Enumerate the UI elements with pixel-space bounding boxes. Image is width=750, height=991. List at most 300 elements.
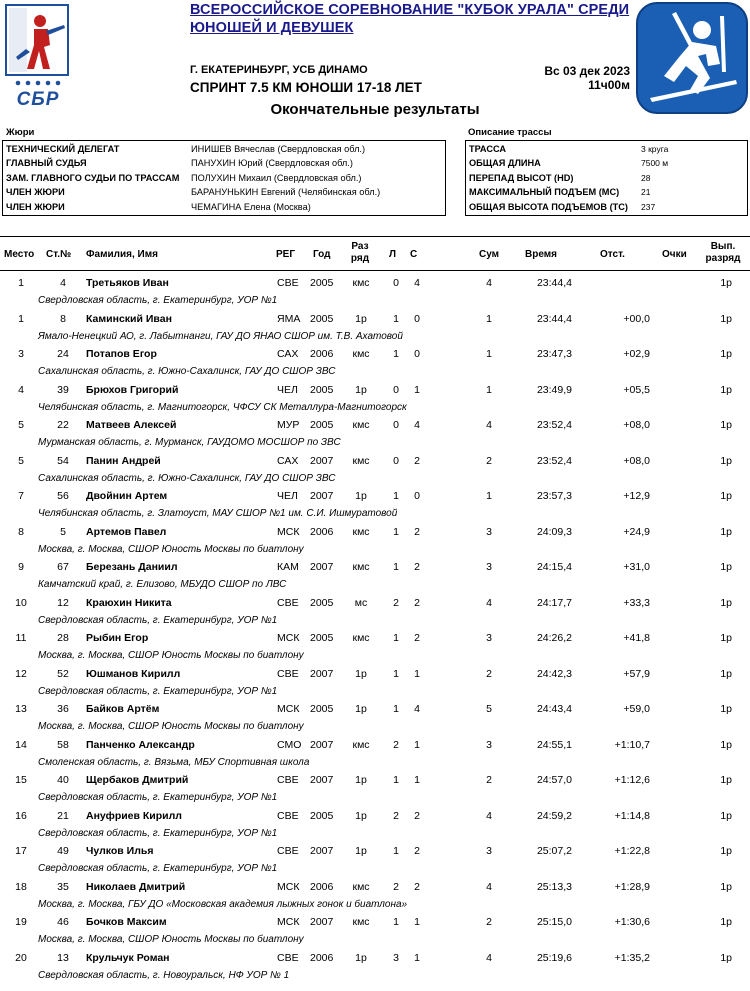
result-place: 8 — [18, 525, 24, 538]
result-place: 19 — [15, 916, 27, 928]
time-behind: +08,0 — [623, 454, 650, 467]
col-points: Очки — [662, 249, 687, 260]
stand-misses: 2 — [414, 454, 420, 467]
result-row[interactable] — [0, 485, 750, 521]
result-bib: 52 — [57, 667, 69, 680]
course-key: ТРАССА — [469, 143, 507, 154]
athlete-name: Рыбин Егор — [86, 632, 149, 644]
logo-text: СБР — [16, 89, 60, 110]
result-bib: 5 — [60, 525, 66, 538]
prone-misses: 1 — [393, 348, 399, 360]
result-rank: 1р — [720, 951, 732, 964]
result-bib: 12 — [57, 596, 69, 609]
time-behind: +33,3 — [623, 596, 650, 609]
result-bib: 22 — [57, 419, 69, 431]
athlete-rank: кмс — [352, 419, 370, 431]
total-misses: 3 — [486, 632, 492, 644]
result-row[interactable] — [0, 769, 750, 805]
athlete-year: 2005 — [310, 419, 334, 431]
result-row[interactable] — [0, 840, 750, 876]
race-date: Вс 03 дек 2023 — [544, 64, 630, 78]
athlete-rank: кмс — [352, 880, 370, 893]
time-behind: +1:30,6 — [614, 916, 650, 928]
athlete-region: МСК — [277, 703, 300, 715]
athlete-region: САХ — [277, 348, 299, 360]
stand-misses: 2 — [414, 632, 420, 644]
athlete-rank: 1р — [355, 809, 367, 822]
athlete-name: Матвеев Алексей — [86, 419, 177, 431]
athlete-region: МСК — [277, 880, 300, 893]
result-rank: 1р — [720, 596, 732, 609]
jury-row — [3, 200, 445, 215]
finish-time: 24:17,7 — [536, 596, 572, 609]
finish-time: 24:15,4 — [536, 561, 572, 573]
time-behind: +1:14,8 — [614, 809, 650, 822]
finish-time: 23:57,3 — [536, 490, 572, 502]
athlete-club: Свердловская область, г. Новоуральск, НФ УОР № 1 — [38, 969, 290, 981]
prone-misses: 1 — [393, 916, 399, 928]
total-misses: 3 — [486, 561, 492, 573]
stand-misses: 2 — [414, 525, 420, 538]
athlete-club: Свердловская область, г. Екатеринбург, УОР №1 — [38, 295, 278, 306]
jury-member: ЧЕМАГИНА Елена (Москва) — [191, 201, 311, 212]
jury-row — [3, 171, 445, 186]
athlete-rank: 1р — [355, 845, 367, 857]
athlete-name: Николаев Дмитрий — [86, 880, 186, 893]
result-bib: 35 — [57, 880, 69, 893]
course-row — [466, 142, 747, 157]
total-misses: 4 — [486, 277, 492, 289]
stand-misses: 4 — [414, 703, 420, 715]
total-misses: 1 — [486, 348, 492, 360]
stand-misses: 1 — [414, 383, 420, 396]
athlete-club: Камчатский край, г. Елизово, МБУДО СШОР по ЛВС — [38, 579, 287, 590]
time-behind: +59,0 — [623, 703, 650, 715]
athlete-region: САХ — [277, 454, 299, 467]
result-bib: 4 — [60, 277, 66, 289]
result-row[interactable] — [0, 627, 750, 663]
course-value: 7500 м — [641, 158, 669, 169]
athlete-name: Двойнин Артем — [86, 490, 168, 502]
athlete-rank: 1р — [355, 312, 367, 325]
athlete-name: Чулков Илья — [86, 845, 154, 857]
skier-icon — [636, 2, 748, 114]
result-rank: 1р — [720, 312, 732, 325]
result-rank: 1р — [720, 738, 732, 751]
jury-role: ЧЛЕН ЖЮРИ — [6, 187, 65, 198]
total-misses: 2 — [486, 774, 492, 786]
athlete-rank: кмс — [352, 916, 370, 928]
result-row[interactable] — [0, 272, 750, 308]
page-subtitle: Окончательные результаты — [270, 101, 480, 118]
time-behind: +1:22,8 — [614, 845, 650, 857]
athlete-region: МСК — [277, 632, 300, 644]
result-row[interactable] — [0, 592, 750, 628]
time-behind: +41,8 — [623, 632, 650, 644]
finish-time: 23:47,3 — [536, 348, 572, 360]
athlete-club: Москва, г. Москва, СШОР Юность Москвы по биатлону — [38, 650, 304, 661]
stand-misses: 0 — [414, 312, 420, 325]
result-place: 7 — [18, 490, 24, 502]
prone-misses: 0 — [393, 454, 399, 467]
athlete-name: Бочков Максим — [86, 916, 167, 928]
athlete-club: Ямало-Ненецкий АО, г. Лабытнанги, ГАУ ДО ЯНАО СШОР им. Т.В. Ахатовой — [38, 330, 403, 342]
result-rank: 1р — [720, 490, 732, 502]
athlete-region: СВЕ — [277, 774, 299, 786]
athlete-name: Щербаков Дмитрий — [86, 774, 189, 786]
result-row[interactable] — [0, 450, 750, 486]
result-bib: 54 — [57, 454, 69, 467]
result-row[interactable] — [0, 698, 750, 734]
athlete-year: 2007 — [310, 667, 334, 680]
course-key: МАКСИМАЛЬНЫЙ ПОДЪЕМ (MC) — [469, 187, 620, 198]
prone-misses: 1 — [393, 703, 399, 715]
time-behind: +1:28,9 — [614, 880, 650, 893]
col-prone: Л — [389, 249, 397, 260]
athlete-rank: кмс — [352, 561, 370, 573]
athlete-region: СВЕ — [277, 277, 299, 289]
prone-misses: 1 — [393, 490, 399, 502]
jury-role: ЧЛЕН ЖЮРИ — [6, 201, 65, 212]
athlete-rank: кмс — [352, 348, 370, 360]
athlete-rank: 1р — [355, 703, 367, 715]
time-behind: +1:10,7 — [614, 738, 650, 751]
athlete-club: Москва, г. Москва, СШОР Юность Москвы по биатлону — [38, 543, 304, 555]
athlete-club: Москва, г. Москва, ГБУ ДО «Московская академия лыжных гонок и биатлона» — [38, 898, 408, 910]
result-place: 20 — [15, 951, 27, 964]
finish-time: 25:07,2 — [536, 845, 572, 857]
stand-misses: 4 — [414, 277, 420, 289]
athlete-year: 2005 — [310, 312, 334, 325]
result-place: 1 — [18, 312, 24, 325]
finish-time: 24:26,2 — [536, 632, 572, 644]
prone-misses: 2 — [393, 596, 399, 609]
result-row[interactable] — [0, 521, 750, 557]
total-misses: 4 — [486, 951, 492, 964]
athlete-club: Свердловская область, г. Екатеринбург, УОР №1 — [38, 614, 278, 626]
result-place: 1 — [18, 277, 24, 289]
jury-role: ТЕХНИЧЕСКИЙ ДЕЛЕГАТ — [6, 143, 120, 154]
athlete-region: СВЕ — [277, 845, 299, 857]
result-rank: 1р — [720, 383, 732, 396]
time-behind: +05,5 — [623, 383, 650, 396]
athlete-year: 2005 — [310, 596, 334, 609]
prone-misses: 3 — [393, 951, 399, 964]
result-row[interactable] — [0, 308, 750, 344]
athlete-club: Свердловская область, г. Екатеринбург, УОР №1 — [38, 685, 278, 697]
stand-misses: 1 — [414, 951, 420, 964]
athlete-club: Москва, г. Москва, СШОР Юность Москвы по биатлону — [38, 934, 304, 945]
athlete-region: СВЕ — [277, 809, 299, 822]
finish-time: 24:09,3 — [536, 525, 572, 538]
athlete-year: 2005 — [310, 632, 334, 644]
athlete-region: СМО — [277, 738, 302, 751]
athlete-year: 2006 — [310, 880, 334, 893]
results-header — [0, 237, 750, 270]
total-misses: 1 — [486, 312, 492, 325]
athlete-rank: кмс — [352, 525, 370, 538]
athlete-region: МСК — [277, 916, 300, 928]
result-rank: 1р — [720, 809, 732, 822]
athlete-region: ЯМА — [277, 312, 301, 325]
result-bib: 56 — [57, 490, 69, 502]
total-misses: 4 — [486, 419, 492, 431]
race-name: СПРИНТ 7.5 КМ ЮНОШИ 17-18 ЛЕТ — [190, 80, 422, 95]
stand-misses: 2 — [414, 561, 420, 573]
finish-time: 23:44,4 — [536, 277, 572, 289]
athlete-club: Москва, г. Москва, СШОР Юность Москвы по биатлону — [38, 721, 304, 732]
athlete-year: 2006 — [310, 951, 334, 964]
prone-misses: 1 — [393, 312, 399, 325]
course-key: ОБЩАЯ ВЫСОТА ПОДЪЕМОВ (TC) — [469, 201, 628, 212]
result-row[interactable] — [0, 947, 750, 983]
result-bib: 24 — [57, 348, 69, 360]
biathlon-logo — [636, 2, 748, 114]
result-place: 11 — [15, 632, 27, 644]
athlete-region: КАМ — [277, 561, 299, 573]
athlete-name: Юшманов Кирилл — [86, 667, 181, 680]
finish-time: 24:55,1 — [536, 738, 572, 751]
course-row — [466, 185, 747, 200]
stand-misses: 1 — [414, 667, 420, 680]
total-misses: 5 — [486, 703, 492, 715]
athlete-rank: мс — [354, 596, 368, 609]
athlete-region: МУР — [277, 419, 300, 431]
prone-misses: 1 — [393, 525, 399, 538]
result-row[interactable] — [0, 805, 750, 841]
course-key: ОБЩАЯ ДЛИНА — [469, 158, 541, 169]
race-time: 11ч00м — [588, 78, 630, 92]
result-rank: 1р — [720, 525, 732, 538]
result-bib: 46 — [57, 916, 69, 928]
finish-time: 25:19,6 — [536, 951, 572, 964]
athlete-year: 2007 — [310, 490, 334, 502]
athlete-club: Свердловская область, г. Екатеринбург, УОР №1 — [38, 792, 278, 803]
athlete-region: ЧЕЛ — [277, 490, 298, 502]
athlete-club: Свердловская область, г. Екатеринбург, УОР №1 — [38, 863, 278, 874]
time-behind: +02,9 — [623, 348, 650, 360]
time-behind: +31,0 — [623, 561, 650, 573]
col-year: Год — [313, 249, 331, 260]
result-rank: 1р — [720, 348, 732, 360]
athlete-year: 2005 — [310, 703, 334, 715]
result-bib: 13 — [57, 951, 69, 964]
prone-misses: 2 — [393, 880, 399, 893]
event-title[interactable]: ВСЕРОССИЙСКОЕ СОРЕВНОВАНИЕ "КУБОК УРАЛА" СРЕДИ ЮНОШЕЙ И ДЕВУШЕК — [190, 2, 630, 36]
result-place: 17 — [15, 845, 27, 857]
athlete-name: Крульчук Роман — [86, 951, 170, 964]
athlete-year: 2007 — [310, 916, 334, 928]
athlete-name: Панченко Александр — [86, 738, 195, 751]
stand-misses: 4 — [414, 419, 420, 431]
result-place: 5 — [18, 454, 24, 467]
prone-misses: 0 — [393, 419, 399, 431]
result-place: 15 — [15, 774, 27, 786]
result-row[interactable] — [0, 734, 750, 770]
result-rank: 1р — [720, 774, 732, 786]
athlete-year: 2007 — [310, 738, 334, 751]
result-bib: 67 — [57, 561, 69, 573]
athlete-club: Смоленская область, г. Вязьма, МБУ Спортивная школа — [38, 756, 310, 768]
sbr-logo — [4, 3, 72, 115]
athlete-rank: 1р — [355, 490, 367, 502]
athlete-name: Краюхин Никита — [86, 596, 172, 609]
finish-time: 24:57,0 — [536, 774, 572, 786]
result-place: 5 — [18, 419, 24, 431]
athlete-region: СВЕ — [277, 951, 299, 964]
stand-misses: 0 — [414, 490, 420, 502]
athlete-year: 2006 — [310, 525, 334, 538]
finish-time: 24:43,4 — [536, 703, 572, 715]
athlete-region: ЧЕЛ — [277, 383, 298, 396]
total-misses: 1 — [486, 383, 492, 396]
course-value: 3 круга — [641, 143, 669, 154]
total-misses: 2 — [486, 916, 492, 928]
athlete-name: Брюхов Григорий — [86, 383, 179, 396]
athlete-name: Ануфриев Кирилл — [86, 809, 182, 822]
result-row[interactable] — [0, 343, 750, 379]
prone-misses: 0 — [393, 277, 399, 289]
athlete-year: 2005 — [310, 383, 334, 396]
athlete-year: 2007 — [310, 561, 334, 573]
result-place: 9 — [18, 561, 24, 573]
result-place: 18 — [15, 880, 27, 893]
result-row[interactable] — [0, 663, 750, 699]
result-rank: 1р — [720, 419, 732, 431]
time-behind: +1:12,6 — [614, 774, 650, 786]
result-place: 12 — [15, 667, 27, 680]
athlete-year: 2007 — [310, 774, 334, 786]
jury-heading: Жюри — [6, 127, 35, 138]
result-row[interactable] — [0, 876, 750, 912]
time-behind: +57,9 — [623, 667, 650, 680]
result-place: 14 — [15, 738, 27, 751]
jury-row — [3, 142, 445, 157]
col-rank: Раз ряд — [350, 241, 370, 264]
athlete-club: Свердловская область, г. Екатеринбург, УОР №1 — [38, 827, 278, 839]
course-box — [465, 140, 748, 216]
jury-role: ЗАМ. ГЛАВНОГО СУДЬИ ПО ТРАССАМ — [6, 172, 180, 183]
result-place: 13 — [15, 703, 27, 715]
result-rank: 1р — [720, 277, 732, 289]
course-row — [466, 200, 747, 215]
jury-role: ГЛАВНЫЙ СУДЬЯ — [6, 158, 87, 169]
athlete-year: 2005 — [310, 809, 334, 822]
result-bib: 58 — [57, 738, 69, 751]
stand-misses: 1 — [414, 738, 420, 751]
prone-misses: 0 — [393, 383, 399, 396]
athlete-club: Сахалинская область, г. Южно-Сахалинск, ГАУ ДО СШОР ЗВС — [38, 472, 336, 484]
course-heading: Описание трассы — [468, 127, 552, 138]
athlete-rank: кмс — [352, 632, 370, 644]
total-misses: 3 — [486, 525, 492, 538]
athlete-region: СВЕ — [277, 596, 299, 609]
jury-row — [3, 185, 445, 200]
course-key: ПЕРЕПАД ВЫСОТ (HD) — [469, 172, 574, 183]
stand-misses: 2 — [414, 809, 420, 822]
course-value: 237 — [641, 201, 656, 212]
result-row[interactable] — [0, 414, 750, 450]
total-misses: 4 — [486, 809, 492, 822]
total-misses: 2 — [486, 667, 492, 680]
col-result-rank: Вып. разряд — [705, 241, 741, 264]
col-bib: Ст.№ — [46, 249, 72, 260]
athlete-club: Мурманская область, г. Мурманск, ГАУДОМО МОСШОР по ЗВС — [38, 437, 341, 448]
athlete-name: Потапов Егор — [86, 348, 157, 360]
finish-time: 25:15,0 — [536, 916, 572, 928]
result-bib: 49 — [57, 845, 69, 857]
jury-box — [2, 140, 446, 216]
athlete-rank: 1р — [355, 383, 367, 396]
result-rank: 1р — [720, 845, 732, 857]
athlete-rank: 1р — [355, 951, 367, 964]
prone-misses: 1 — [393, 845, 399, 857]
time-behind: +1:35,2 — [614, 951, 650, 964]
athlete-rank: 1р — [355, 774, 367, 786]
prone-misses: 1 — [393, 667, 399, 680]
col-behind: Отст. — [600, 249, 625, 260]
result-bib: 36 — [57, 703, 69, 715]
result-row[interactable] — [0, 911, 750, 947]
finish-time: 23:52,4 — [536, 419, 572, 431]
total-misses: 3 — [486, 845, 492, 857]
athlete-year: 2007 — [310, 845, 334, 857]
total-misses: 4 — [486, 596, 492, 609]
jury-row — [3, 156, 445, 171]
course-value: 28 — [641, 172, 651, 183]
time-behind: +12,9 — [623, 490, 650, 502]
total-misses: 2 — [486, 454, 492, 467]
athlete-year: 2005 — [310, 277, 334, 289]
total-misses: 4 — [486, 880, 492, 893]
jury-member: ИНИШЕВ Вячеслав (Свердловская обл.) — [191, 143, 366, 154]
col-time: Время — [525, 249, 557, 260]
athlete-region: СВЕ — [277, 667, 299, 680]
finish-time: 23:52,4 — [536, 454, 572, 467]
time-behind: +08,0 — [623, 419, 650, 431]
result-row[interactable] — [0, 379, 750, 415]
finish-time: 23:49,9 — [536, 383, 572, 396]
prone-misses: 2 — [393, 738, 399, 751]
stand-misses: 2 — [414, 845, 420, 857]
result-row[interactable] — [0, 556, 750, 592]
finish-time: 25:13,3 — [536, 880, 572, 893]
result-rank: 1р — [720, 454, 732, 467]
result-bib: 39 — [57, 383, 69, 396]
prone-misses: 1 — [393, 632, 399, 644]
stand-misses: 1 — [414, 774, 420, 786]
col-region: РЕГ — [276, 249, 296, 260]
prone-misses: 1 — [393, 561, 399, 573]
result-place: 4 — [18, 383, 24, 396]
col-total: Сум — [479, 249, 500, 260]
result-rank: 1р — [720, 880, 732, 893]
result-rank: 1р — [720, 703, 732, 715]
venue: Г. ЕКАТЕРИНБУРГ, УСБ ДИНАМО — [190, 64, 368, 76]
course-row — [466, 171, 747, 186]
prone-misses: 2 — [393, 809, 399, 822]
finish-time: 24:42,3 — [536, 667, 572, 680]
result-rank: 1р — [720, 667, 732, 680]
prone-misses: 1 — [393, 774, 399, 786]
athlete-name: Третьяков Иван — [86, 277, 169, 289]
athlete-rank: 1р — [355, 667, 367, 680]
jury-member: БАРАНУНЬКИН Евгений (Челябинская обл.) — [191, 187, 381, 198]
result-rank: 1р — [720, 916, 732, 928]
stand-misses: 0 — [414, 348, 420, 360]
finish-time: 24:59,2 — [536, 809, 572, 822]
athlete-club: Челябинская область, г. Магнитогорск, ЧФСУ СК Металлура-Магнитогорск — [38, 401, 407, 413]
